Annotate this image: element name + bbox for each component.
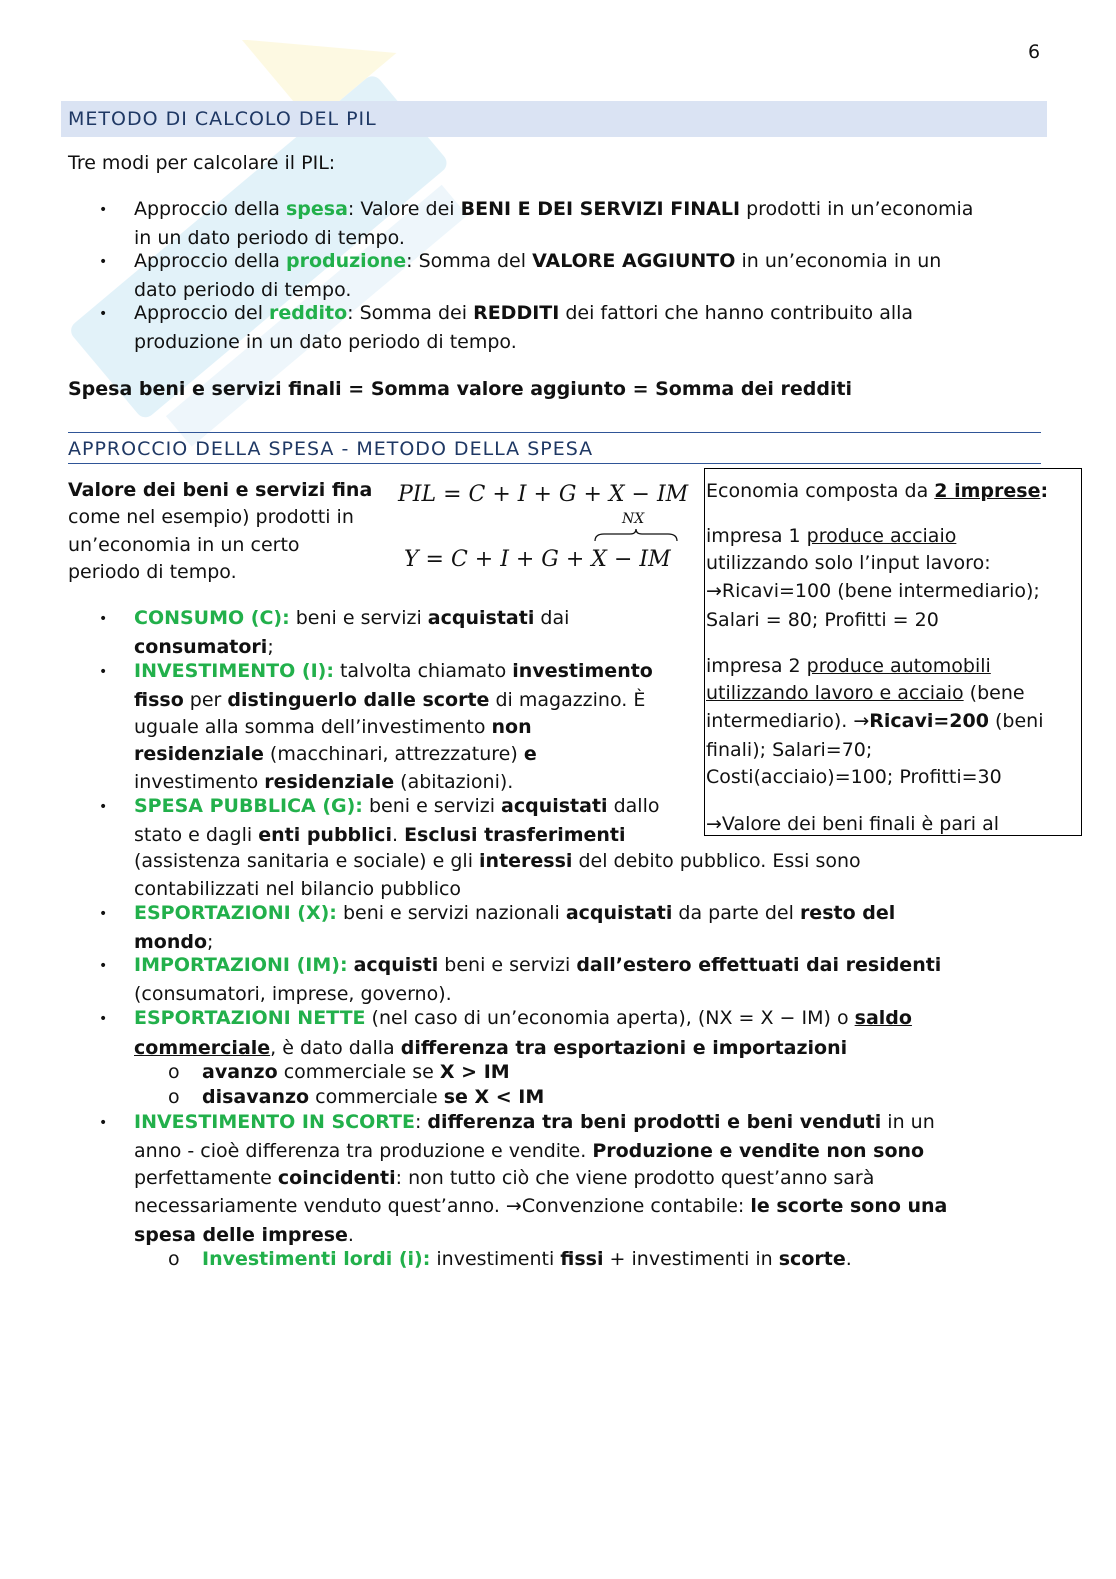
- box-line: Economia composta da 2 imprese:: [706, 480, 1049, 502]
- list-item-cont: stato e dagli enti pubblici. Esclusi trasferimenti: [134, 824, 626, 846]
- list-item-cont: mondo;: [134, 931, 214, 953]
- bullet-icon: •: [99, 799, 108, 815]
- list-item: Approccio della produzione: Somma del VALORE AGGIUNTO in un’economia in un: [134, 250, 942, 272]
- sub-bullet-icon: o: [168, 1061, 180, 1083]
- list-item: SPESA PUBBLICA (G): beni e servizi acquistati dallo: [134, 795, 660, 817]
- box-line: utilizzando solo l’input lavoro:: [706, 552, 991, 574]
- list-item-cont: contabilizzati nel bilancio pubblico: [134, 878, 462, 900]
- page-number: 6: [1028, 41, 1041, 63]
- box-line: impresa 2 produce automobili: [706, 655, 991, 677]
- list-item-cont: spesa delle imprese.: [134, 1224, 354, 1246]
- list-item-cont: anno - cioè differenza tra produzione e vendite. Produzione e vendite non sono: [134, 1140, 925, 1162]
- list-item: Approccio della spesa: Valore dei BENI E DEI SERVIZI FINALI prodotti in un’economia: [134, 198, 974, 220]
- section-title: APPROCCIO DELLA SPESA - METODO DELLA SPESA: [68, 438, 594, 460]
- bullet-icon: •: [99, 958, 108, 974]
- list-item: IMPORTAZIONI (IM): acquisti beni e servizi dall’estero effettuati dai residenti: [134, 954, 942, 976]
- bullet-icon: •: [99, 664, 108, 680]
- rule-bottom: [68, 463, 1041, 464]
- rule-top: [68, 432, 1041, 433]
- formula-pil: PIL = C + I + G + X − IM: [398, 482, 689, 507]
- list-item-cont: perfettamente coincidenti: non tutto ciò che viene prodotto quest’anno sarà: [134, 1167, 875, 1189]
- bullet-icon: •: [99, 254, 108, 270]
- box-line: →Valore dei beni finali è pari al: [706, 813, 1000, 835]
- definition-bold: Valore dei beni e servizi fina: [68, 479, 373, 501]
- list-item: INVESTIMENTO (I): talvolta chiamato investimento: [134, 660, 653, 682]
- bullet-icon: •: [99, 906, 108, 922]
- intro-text: Tre modi per calcolare il PIL:: [68, 152, 336, 174]
- list-item-cont: commerciale, è dato dalla differenza tra esportazioni e importazioni: [134, 1037, 848, 1059]
- bullet-icon: •: [99, 1011, 108, 1027]
- example-box: [704, 468, 1082, 836]
- brace-icon: [594, 528, 678, 542]
- section-title: METODO DI CALCOLO DEL PIL: [68, 108, 377, 130]
- list-item-cont: fisso per distinguerlo dalle scorte di magazzino. È: [134, 689, 646, 711]
- equality-statement: Spesa beni e servizi finali = Somma valore aggiunto = Somma dei redditi: [68, 378, 853, 400]
- sub-item: disavanzo commerciale se X < IM: [202, 1086, 545, 1108]
- bullet-icon: •: [99, 1115, 108, 1131]
- list-item-cont: (assistenza sanitaria e sociale) e gli interessi del debito pubblico. Essi sono: [134, 850, 861, 872]
- bullet-icon: •: [99, 202, 108, 218]
- formula-y: Y = C + I + G + X − IM: [404, 547, 671, 572]
- sub-item: avanzo commerciale se X > IM: [202, 1061, 510, 1083]
- box-line: Costi(acciaio)=100; Profitti=30: [706, 766, 1002, 788]
- list-item-cont: residenziale (macchinari, attrezzature) e: [134, 743, 537, 765]
- box-line: impresa 1 produce acciaio: [706, 525, 957, 547]
- sub-bullet-icon: o: [168, 1086, 180, 1108]
- list-item-cont: in un dato periodo di tempo.: [134, 227, 405, 249]
- sub-bullet-icon: o: [168, 1248, 180, 1270]
- formula-nx-label: NX: [622, 511, 645, 527]
- list-item-cont: produzione in un dato periodo di tempo.: [134, 331, 517, 353]
- list-item-cont: uguale alla somma dell’investimento non: [134, 716, 532, 738]
- list-item-cont: dato periodo di tempo.: [134, 279, 352, 301]
- list-item-cont: consumatori;: [134, 636, 274, 658]
- list-item: Approccio del reddito: Somma dei REDDITI dei fattori che hanno contribuito alla: [134, 302, 914, 324]
- list-item-cont: investimento residenziale (abitazioni).: [134, 771, 514, 793]
- sub-item: Investimenti lordi (i): investimenti fissi + investimenti in scorte.: [202, 1248, 852, 1270]
- definition-line: come nel esempio) prodotti in: [68, 506, 354, 528]
- box-line: utilizzando lavoro e acciaio (bene: [706, 682, 1025, 704]
- bullet-icon: •: [99, 306, 108, 322]
- list-item: ESPORTAZIONI (X): beni e servizi nazionali acquistati da parte del resto del: [134, 902, 896, 924]
- list-item: ESPORTAZIONI NETTE (nel caso di un’economia aperta), (NX = X − IM) o saldo: [134, 1007, 912, 1029]
- list-item-cont: (consumatori, imprese, governo).: [134, 983, 452, 1005]
- box-line: finali); Salari=70;: [706, 739, 873, 761]
- definition-line: periodo di tempo.: [68, 561, 237, 583]
- definition-line: un’economia in un certo: [68, 534, 300, 556]
- box-line: Salari = 80; Profitti = 20: [706, 609, 939, 631]
- list-item: CONSUMO (C): beni e servizi acquistati dai: [134, 607, 570, 629]
- list-item: INVESTIMENTO IN SCORTE: differenza tra beni prodotti e beni venduti in un: [134, 1111, 935, 1133]
- box-line: intermediario). →Ricavi=200 (beni: [706, 710, 1044, 732]
- bullet-icon: •: [99, 611, 108, 627]
- box-line: →Ricavi=100 (bene intermediario);: [706, 580, 1040, 602]
- list-item-cont: necessariamente venduto quest’anno. →Convenzione contabile: le scorte sono una: [134, 1195, 948, 1217]
